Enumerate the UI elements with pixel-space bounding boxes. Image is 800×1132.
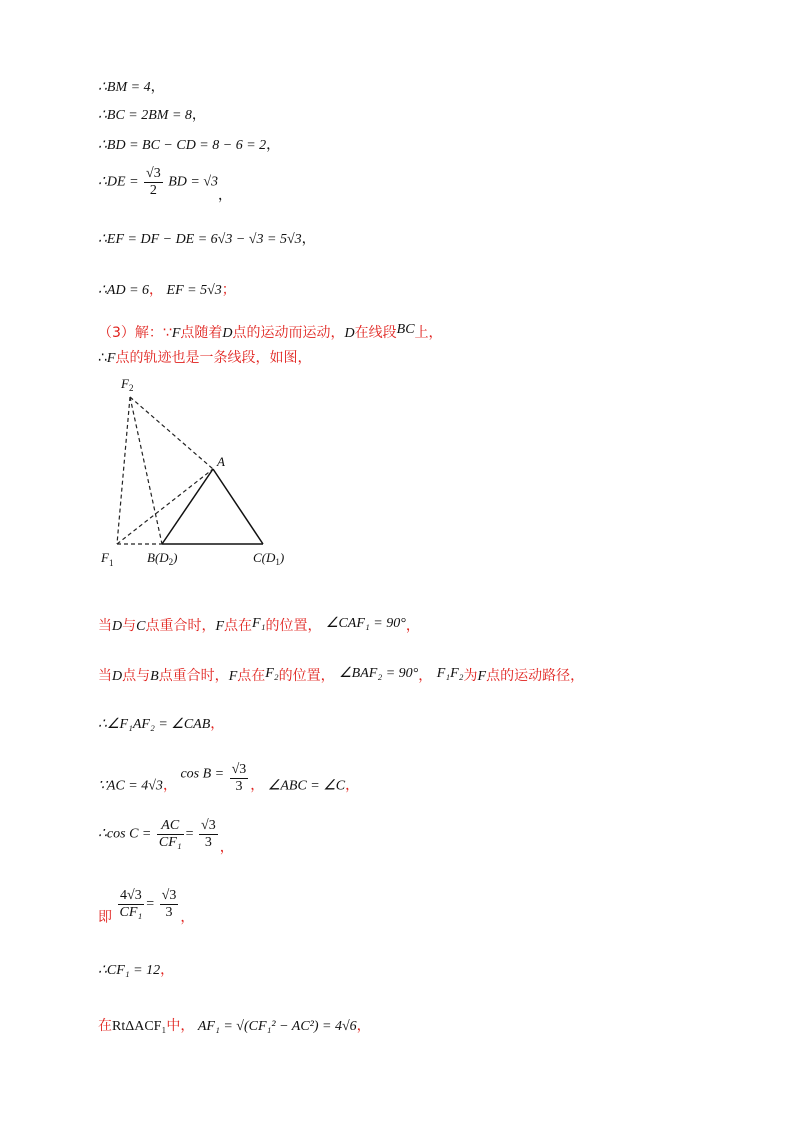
fraction: $\frac{√3}{3}$	[201, 818, 216, 850]
fraction: $\frac{AC}{\text{CF₁}}$	[158, 818, 182, 850]
fraction: $\frac{√3}{3}$	[231, 762, 247, 794]
label-c-d1: $C(D_1)$	[253, 550, 285, 567]
case-d-at-b: 当D点与B点重合时，F点在F₂的位置， ∠BAF₂ = 90°， F₁F₂为F点的运动路径，	[98, 666, 585, 684]
segment-a-c	[213, 469, 263, 544]
segment-f1-a	[117, 469, 213, 544]
trajectory-statement: ∴F点的轨迹也是一条线段，如图，	[98, 350, 312, 366]
segment-f2-a	[130, 397, 213, 469]
solution-line-5: ∴EF = DF − DE = 6√3 − √3 = 5√3，	[98, 232, 316, 247]
segment-a-b	[162, 469, 213, 544]
solution-line-2: ∴BC = 2BM = 8，	[98, 108, 206, 123]
solution-line-11: ∴∠F₁AF₂ = ∠CAB，	[98, 716, 225, 732]
solution-line-16: 在RtΔACF₁中， AF₁ = √(CF₁² − AC²) = 4√6，	[98, 1018, 371, 1034]
solution-line-15: ∴CF₁ = 12，	[98, 962, 175, 978]
geometry-figure	[95, 372, 310, 572]
solution-line-6: ∴AD = 6， EF = 5√3；	[98, 282, 236, 298]
label-f2: $F_2$	[121, 376, 134, 393]
part-3-heading: （3）解：∵F点随着D点的运动而运动，D在线段BC上，	[98, 322, 443, 341]
case-d-at-c: 当D与C点重合时，F点在F₁的位置， ∠CAF₁ = 90°，	[98, 616, 420, 634]
fraction: $\frac{√3}{2}$	[146, 166, 161, 198]
solution-line-4: ∴DE = $\frac{√3}{2}$ BD = √3，	[98, 166, 233, 204]
segment-f2-f1	[117, 397, 130, 544]
label-f1: $F_1$	[101, 550, 114, 568]
solution-line-12: ∵AC = 4√3， cos B = $\frac{√3}{3}$ ， ∠ABC = ∠C，	[98, 762, 360, 794]
solution-line-1: ∴BM = 4，	[98, 80, 165, 95]
fraction: $\frac{4√3}{\text{CF₁}}$	[119, 888, 143, 920]
label-a: A	[217, 454, 225, 469]
solution-line-13: ∴cos C = $\frac{AC}{\text{CF₁}}$ = $\frac{√3}{3}$ ，	[98, 818, 234, 856]
solution-line-14: 即 $\frac{4√3}{\text{CF₁}}$ = $\frac{√3}{3}$ ，	[98, 888, 195, 926]
solution-line-3: ∴BD = BC − CD = 8 − 6 = 2，	[98, 138, 281, 153]
label-b-d2: $B(D_2)$	[147, 550, 178, 567]
fraction: $\frac{√3}{3}$	[161, 888, 177, 920]
